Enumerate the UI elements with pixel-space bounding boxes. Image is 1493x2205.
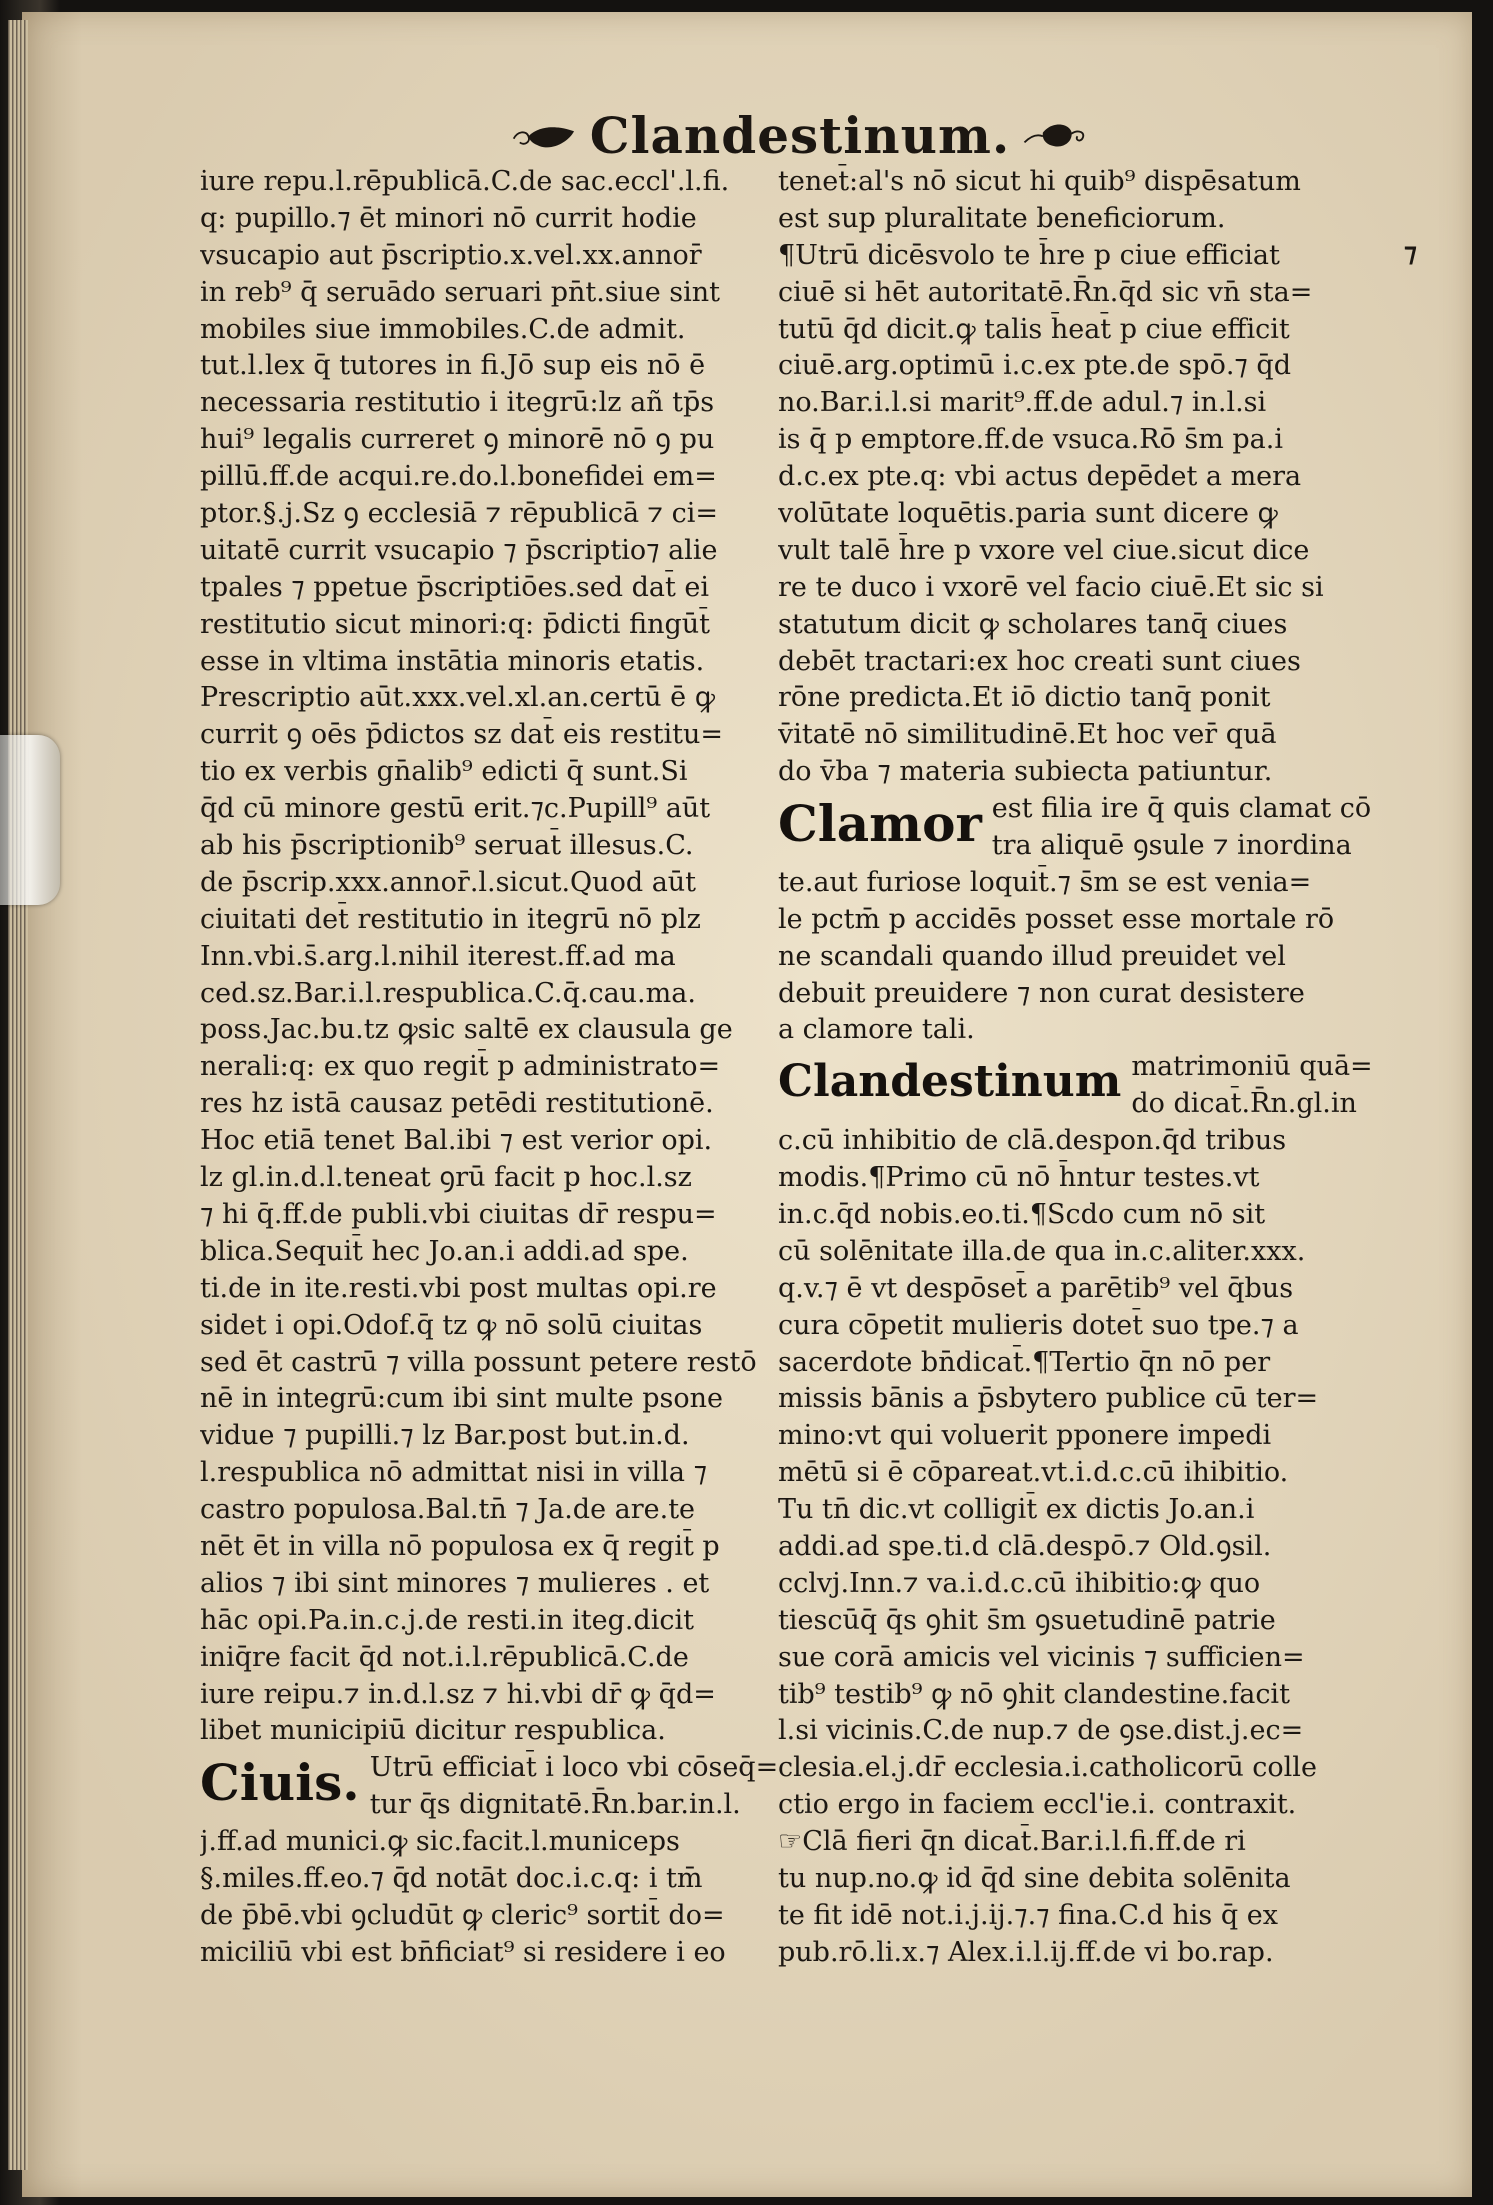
text-line: tenet̄:al's nō sicut hi quib⁹ dispēsatum xyxy=(778,166,1301,197)
text-line: ced.sz.Bar.i.l.respublica.C.q̄.cau.ma. xyxy=(200,977,696,1009)
text-line: pub.rō.li.x.⁊ Alex.i.l.ij.ff.de vi bo.rap. xyxy=(778,1936,1274,1968)
text-line: j.ff.ad munici.ꝙ sic.facit.l.municeps xyxy=(200,1826,680,1858)
entry-headword: Clandestinum xyxy=(778,1056,1122,1108)
text-line: l.si vicinis.C.de nup.⁊ de ꝯse.dist.j.ec= xyxy=(778,1715,1304,1747)
text-line: ne scandali quando illud preuidet vel xyxy=(778,940,1286,972)
text-line: currit ꝯ oēs p̄dictos sz dat̄ eis restitu= xyxy=(200,719,723,751)
text-line: ptor.§.j.Sz ꝯ ecclesiā ⁊ rēpublicā ⁊ ci= xyxy=(200,498,719,530)
text-line: missis bānis a p̄sbytero publice cū ter= xyxy=(778,1383,1319,1415)
text-line: modis.¶Primo cū nō h̄ntur testes.vt xyxy=(778,1162,1260,1194)
text-line: addi.ad spe.ti.d clā.despō.⁊ Old.ꝯsil. xyxy=(778,1530,1272,1562)
text-line: l.respublica nō admittat nisi in villa ⁊ xyxy=(200,1457,708,1489)
text-line: ctio ergo in faciem eccl'ie.i. contraxit. xyxy=(778,1789,1297,1821)
right-column xyxy=(778,164,1373,1972)
text-line: miciliū vbi est bn̄ficiat⁹ si residere i eo xyxy=(200,1936,726,1968)
entry-headword: Clamor xyxy=(778,794,982,854)
text-line: tio ex verbis gn̄alib⁹ edicti q̄ sunt.Si xyxy=(200,756,688,788)
text-line: tra aliquē ꝯsule ⁊ inordina xyxy=(991,830,1352,862)
text-line: re te duco i vxorē vel facio ciuē.Et sic si xyxy=(778,571,1324,603)
text-line: debuit preuidere ⁊ non curat desistere xyxy=(778,977,1305,1009)
margin-mark: ⁊ xyxy=(1404,238,1417,268)
text-line: Hoc etiā tenet Bal.ibi ⁊ est verior opi. xyxy=(200,1125,713,1157)
text-line: mino:vt qui voluerit pponere impedi xyxy=(778,1420,1272,1452)
text-line: ab his p̄scriptionib⁹ seruat̄ illesus.C. xyxy=(200,830,694,862)
right-text-block-1 xyxy=(778,164,1368,791)
text-line: sed ēt castrū ⁊ villa possunt petere restō xyxy=(200,1346,757,1378)
left-column xyxy=(200,164,779,1972)
page-title: Clandestinum. xyxy=(589,105,1011,165)
text-line: Utrū efficiat̄ i loco vbi cōseq̄= xyxy=(369,1752,779,1784)
text-line: q̄d cū minore gestū erit.⁊c.Pupill⁹ aūt xyxy=(200,793,711,825)
text-line: iniq̄re facit q̄d not.i.l.rēpublicā.C.de xyxy=(200,1641,689,1673)
text-line: nē in integrū:cum ibi sint multe psone xyxy=(200,1383,724,1415)
text-line: do v̄ba ⁊ materia subiecta patiuntur. xyxy=(778,756,1273,788)
right-text-block-3 xyxy=(778,1123,1368,1971)
text-line: necessaria restitutio i itegrū:lz añ tp̄s xyxy=(200,387,715,419)
text-line: pillū.ff.de acqui.re.do.l.bonefidei em= xyxy=(200,461,717,493)
text-line: rōne predicta.Et iō dictio tanq̄ ponit xyxy=(778,682,1271,714)
left-ornament-icon xyxy=(510,107,578,163)
text-line: ciuitati det̄ restitutio in itegrū nō plz xyxy=(200,903,701,935)
text-line: restitutio sicut minori:q: p̄dicti fingūt̄ xyxy=(200,608,711,640)
text-line: cura cōpetit mulieris dotet̄ suo tpe.⁊ a xyxy=(778,1309,1299,1341)
text-line: q.v.⁊ ē vt despōset̄ a parētib⁹ vel q̄bus xyxy=(778,1272,1294,1304)
text-line: tut.l.lex q̄ tutores in fi.Jō sup eis nō ē xyxy=(200,350,706,382)
text-line: te fit idē not.i.j.ij.⁊.⁊ fina.C.d his q̄ ex xyxy=(778,1899,1278,1931)
entry-headword: Ciuis. xyxy=(200,1753,360,1813)
text-line: de p̄scrip.xxx.annor̄.l.sicut.Quod aūt xyxy=(200,866,697,898)
entry-clamor xyxy=(778,791,1372,865)
text-line: ciuē.arg.optimū i.c.ex pte.de spō.⁊ q̄d xyxy=(778,350,1291,382)
text-line: clesia.el.j.dr̄ ecclesia.i.catholicorū colle xyxy=(778,1752,1317,1784)
entry-ciuis xyxy=(200,1750,779,1824)
text-line: libet municipiū dicitur respublica. xyxy=(200,1715,666,1747)
text-line: ti.de in ite.resti.vbi post multas opi.re xyxy=(200,1272,717,1304)
text-line: a clamore tali. xyxy=(778,1014,975,1046)
text-line: le pctm̄ p accidēs posset esse mortale rō xyxy=(778,903,1335,935)
text-line: te.aut furiose loquit̄.⁊ s̄m se est venia= xyxy=(778,866,1312,898)
text-line: nerali:q: ex quo regit̄ p administrato= xyxy=(200,1051,721,1083)
left-text-block-1 xyxy=(200,164,770,1750)
text-line: ¶Utrū dicēsvolo te h̄re p ciue efficiat xyxy=(778,239,1280,271)
text-line: in reb⁹ q̄ seruādo seruari pn̄t.siue sint xyxy=(200,276,721,308)
text-line: in.c.q̄d nobis.eo.ti.¶Scdo cum nō sit xyxy=(778,1198,1266,1230)
text-line: no.Bar.i.l.si marit⁹.ff.de adul.⁊ in.l.si xyxy=(778,387,1267,419)
left-text-block-2 xyxy=(200,1824,770,1972)
text-line: iure reipu.⁊ in.d.l.sz ⁊ hi.vbi dr̄ ꝙ q̄d= xyxy=(200,1678,716,1710)
text-line: d.c.ex pte.q: vbi actus depēdet a mera xyxy=(778,461,1302,493)
text-line: hui⁹ legalis curreret ꝯ minorē nō ꝯ pu xyxy=(200,424,715,456)
text-line: cū solēnitate illa.de qua in.c.aliter.xxx. xyxy=(778,1235,1306,1267)
page-edges xyxy=(8,20,28,2170)
running-header xyxy=(510,95,1090,175)
text-line: volūtate loquētis.paria sunt dicere ꝙ xyxy=(778,498,1278,530)
text-line: sidet i opi.Odof.q̄ tz ꝙ nō solū ciuitas xyxy=(200,1309,703,1341)
text-line: tu nup.no.ꝙ id q̄d sine debita solēnita xyxy=(778,1862,1291,1894)
text-line: castro populosa.Bal.tn̄ ⁊ Ja.de are.te xyxy=(200,1494,696,1526)
text-line: §.miles.ff.eo.⁊ q̄d notāt doc.i.c.q: i tm̄ xyxy=(200,1862,703,1894)
text-line: tutū q̄d dicit.ꝙ talis h̄eat̄ p ciue efficit xyxy=(778,313,1290,345)
text-line: ⁊ hi q̄.ff.de publi.vbi ciuitas dr̄ respu= xyxy=(200,1198,717,1230)
text-line: vsucapio aut p̄scriptio.x.vel.xx.annor̄ xyxy=(200,239,702,271)
text-line: alios ⁊ ibi sint minores ⁊ mulieres . et xyxy=(200,1567,710,1599)
text-line: q: pupillo.⁊ ēt minori nō currit hodie xyxy=(200,202,697,234)
text-line: sacerdote bn̄dicat̄.¶Tertio q̄n nō per xyxy=(778,1346,1271,1378)
text-line: tib⁹ testib⁹ ꝙ nō ꝯhit clandestine.facit xyxy=(778,1678,1290,1710)
text-line: ciuē si hēt autoritatē.R̄n.q̄d sic vn̄ sta= xyxy=(778,276,1313,308)
text-line: tur q̄s dignitatē.R̄n.bar.in.l. xyxy=(369,1789,741,1821)
binder-clip xyxy=(0,735,60,905)
text-line: ☞Clā fieri q̄n dicat̄.Bar.i.l.fi.ff.de ri xyxy=(778,1826,1246,1858)
text-line: do dicat̄.R̄n.gl.in xyxy=(1131,1088,1357,1120)
text-line: vidue ⁊ pupilli.⁊ lz Bar.post but.in.d. xyxy=(200,1420,690,1452)
text-line: lz gl.in.d.l.teneat ꝯrū facit p hoc.l.sz xyxy=(200,1162,692,1194)
text-line: c.cū inhibitio de clā.despon.q̄d tribus xyxy=(778,1125,1287,1157)
text-line: Prescriptio aūt.xxx.vel.xl.an.certū ē ꝙ xyxy=(200,682,715,714)
text-line: iure repu.l.rēpublicā.C.de sac.eccl'.l.fi. xyxy=(200,166,730,197)
text-line: uitatē currit vsucapio ⁊ p̄scriptio⁊ alie xyxy=(200,534,718,566)
text-line: cclvj.Inn.⁊ va.i.d.c.cū ihibitio:ꝙ quo xyxy=(778,1567,1261,1599)
text-line: tiescūq̄ q̄s ꝯhit s̄m ꝯsuetudinē patrie xyxy=(778,1604,1276,1636)
text-line: v̄itatē nō similitudinē.Et hoc ver̄ quā xyxy=(778,719,1277,751)
entry-clandestinum xyxy=(778,1049,1373,1123)
text-line: de p̄bē.vbi ꝯcludūt ꝙ cleric⁹ sortit̄ do= xyxy=(200,1899,725,1931)
text-line: res hz istā causaz petēdi restitutionē. xyxy=(200,1088,714,1120)
right-text-block-2 xyxy=(778,865,1368,1049)
text-line: hāc opi.Pa.in.c.j.de resti.in iteg.dicit xyxy=(200,1604,694,1636)
text-line: est filia ire q̄ quis clamat cō xyxy=(991,793,1372,825)
text-line: mētū si ē cōpareat.vt.i.d.c.cū ihibitio. xyxy=(778,1457,1289,1489)
text-line: Inn.vbi.s̄.arg.l.nihil iterest.ff.ad ma xyxy=(200,940,676,972)
text-line: mobiles siue immobiles.C.de admit. xyxy=(200,313,686,345)
text-line: is q̄ p emptore.ff.de vsuca.Rō s̄m pa.i xyxy=(778,424,1283,456)
right-ornament-icon xyxy=(1022,107,1090,163)
text-line: poss.Jac.bu.tz ꝙsic saltē ex clausula ge xyxy=(200,1014,733,1046)
text-line: sue corā amicis vel vicinis ⁊ sufficien= xyxy=(778,1641,1305,1673)
text-line: blica.Sequit̄ hec Jo.an.i addi.ad spe. xyxy=(200,1235,689,1267)
text-line: esse in vltima instātia minoris etatis. xyxy=(200,645,705,677)
text-line: debēt tractari:ex hoc creati sunt ciues xyxy=(778,645,1301,677)
text-line: vult talē h̄re p vxore vel ciue.sicut dice xyxy=(778,534,1310,566)
text-line: nēt ēt in villa nō populosa ex q̄ regit̄ p xyxy=(200,1530,720,1562)
text-line: est sup pluralitate beneficiorum. xyxy=(778,202,1226,234)
text-line: matrimoniū quā= xyxy=(1131,1051,1373,1083)
text-line: tpales ⁊ ppetue p̄scriptiōes.sed dat̄ ei xyxy=(200,571,710,603)
text-line: statutum dicit ꝙ scholares tanq̄ ciues xyxy=(778,608,1288,640)
text-line: Tu tn̄ dic.vt colligit̄ ex dictis Jo.an.i xyxy=(778,1494,1255,1526)
